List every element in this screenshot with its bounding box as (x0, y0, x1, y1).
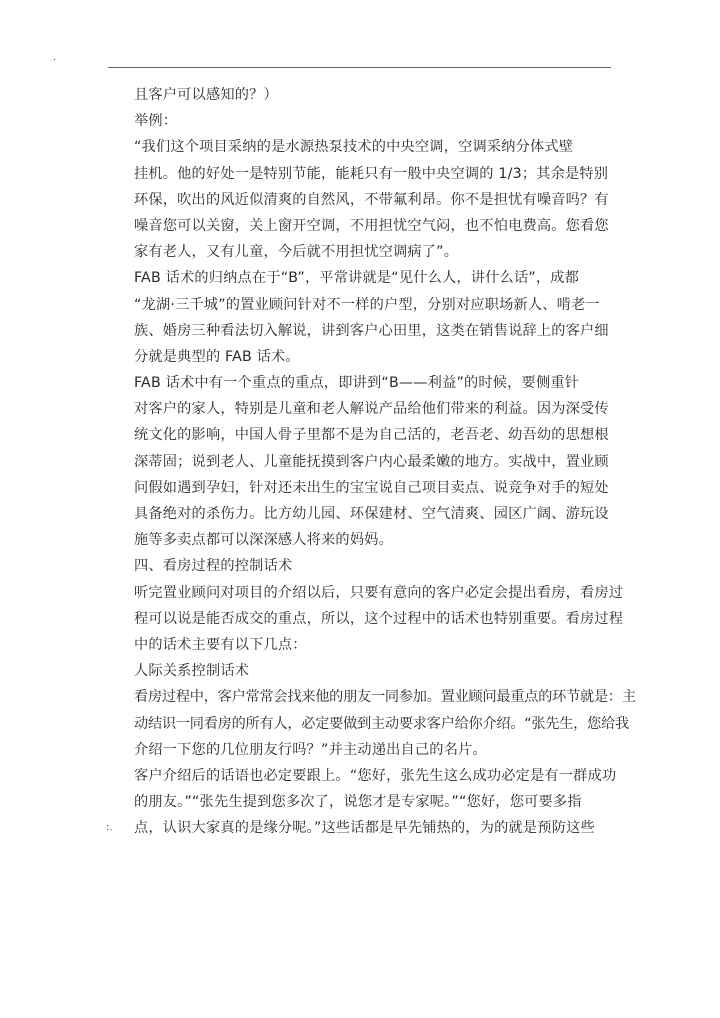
corner-mark-top: . (53, 52, 57, 63)
text-line: 介绍一下您的几位朋友行吗？”并主动递出自己的名片。 (134, 741, 487, 758)
text-line: FAB 话术中有一个重点的重点，即讲到“B——利益”的时候，要侧重针 (134, 375, 580, 392)
text-line: 听完置业顾问对项目的介绍以后，只要有意向的客户必定会提出看房，看房过 (134, 584, 624, 601)
text-line: 对客户的家人，特别是儿童和老人解说产品给他们带来的利益。因为深受传 (134, 401, 609, 418)
text-line: 点，认识大家真的是缘分呢。”这些话都是早先铺热的，为的就是预防这些 (134, 820, 595, 837)
subsection-heading: 人际关系控制话术 (134, 663, 250, 680)
text-line: 看房过程中，客户常常会找来他的朋友一同参加。置业顾问最重点的环节就是：主 (134, 689, 636, 706)
text-line: 族、婚房三种看法切入解说，讲到客户心田里，这类在销售说辞上的客户细 (134, 322, 609, 339)
text-line: 环保，吹出的风近似清爽的自然风，不带氟利昂。你不是担忧有噪音吗？有 (134, 191, 609, 208)
text-line: 统文化的影响，中国人骨子里都不是为自己活的，老吾老、幼吾幼的思想根 (134, 427, 609, 444)
text-line: 且客户可以感知的？） (134, 87, 278, 103)
text-line: 施等多卖点都可以深深感人将来的妈妈。 (134, 532, 393, 549)
text-line: “龙湖·三千城”的置业顾问针对不一样的户型，分别对应职场新人、啃老一 (134, 296, 600, 313)
text-line: 分就是典型的 FAB 话术。 (134, 348, 300, 365)
text-line: 家有老人，又有儿童，今后就不用担忧空调病了”。 (134, 244, 459, 261)
section-heading: 四、看房过程的控制话术 (134, 558, 293, 575)
header-rule (108, 67, 611, 68)
text-line: 噪音您可以关窗，关上窗开空调，不用担忧空气闷，也不怕电费高。您看您 (134, 217, 609, 234)
text-line: 问假如遇到孕妇，针对还未出生的宝宝说自己项目卖点、说竞争对手的短处 (134, 479, 609, 496)
text-line: 客户介绍后的话语也必定要跟上。“您好，张先生这么成功必定是有一群成功 (134, 767, 617, 784)
body-text (134, 82, 636, 841)
text-line: FAB 话术的归纳点在于“B”，平常讲就是“见什么人，讲什么话”，成都 (134, 270, 580, 287)
corner-mark-bottom: :. (106, 822, 113, 833)
text-line: 程可以说是能否成交的重点，所以，这个过程中的话术也特别重要。看房过程 (134, 610, 624, 627)
text-line: 动结识一同看房的所有人，必定要做到主动要求客户给你介绍。“张先生，您给我 (134, 715, 629, 732)
text-line: 具备绝对的杀伤力。比方幼儿园、环保建材、空气清爽、园区广阔、游玩设 (134, 506, 609, 522)
text-line: 深蒂固；说到老人、儿童能抚摸到客户内心最柔嫩的地方。实战中，置业顾 (134, 453, 609, 470)
text-line: 的朋友。”“张先生提到您多次了，说您才是专家呢。”“您好，您可要多指 (134, 794, 582, 811)
text-line: 挂机。他的好处一是特别节能，能耗只有一般中央空调的 1/3；其余是特别 (134, 165, 609, 182)
text-line: “我们这个项目采纳的是水源热泵技术的中央空调，空调采纳分体式壁 (134, 139, 574, 156)
text-line: 中的话术主要有以下几点： (134, 636, 307, 653)
text-line: 举例： (134, 113, 178, 130)
